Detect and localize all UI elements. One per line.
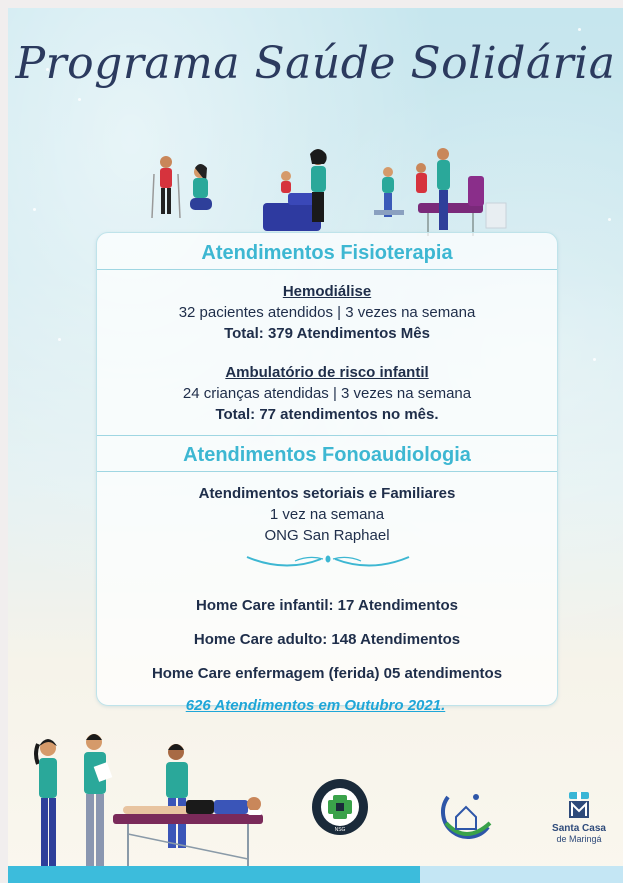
sparkle (58, 338, 61, 341)
home-care-adulto: Home Care adulto: 148 Atendimentos (193, 631, 461, 648)
section-heading-fisioterapia: Atendimentos Fisioterapia (201, 242, 453, 264)
divider (97, 435, 557, 436)
fono-title: Atendimentos setoriais e Familiares (198, 485, 456, 502)
section-heading-fonoaudiologia: Atendimentos Fonoaudiologia (183, 444, 471, 466)
divider (97, 471, 557, 472)
sparkle (578, 28, 581, 31)
santa-casa-emblem-icon (568, 792, 590, 818)
flyer-page (8, 8, 623, 883)
content-card (96, 232, 558, 706)
group-detail-ambulatorio: 24 crianças atendidas | 3 vezes na semana (182, 385, 472, 402)
nsg-institute-logo-icon (311, 778, 369, 836)
fono-location: ONG San Raphael (264, 527, 390, 544)
group-title-hemodialise: Hemodiálise (282, 283, 372, 300)
group-title-ambulatorio: Ambulatório de risco infantil (225, 364, 429, 381)
footer-bar-dark (8, 866, 420, 883)
santa-casa-name: Santa Casa (552, 823, 606, 834)
group-total-ambulatorio: Total: 77 atendimentos no mês. (215, 406, 439, 423)
fono-frequency: 1 vez na semana (269, 506, 385, 523)
home-care-infantil: Home Care infantil: 17 Atendimentos (196, 597, 458, 614)
therapy-team-illustration-icon (28, 734, 268, 874)
sparkle (608, 218, 611, 221)
group-total-hemodialise: Total: 379 Atendimentos Mês (224, 325, 430, 342)
svg-text:NSG: NSG (334, 827, 346, 833)
sparkle (33, 208, 36, 211)
programa-saude-solidaria-logo-icon (436, 783, 496, 845)
santa-casa-logo (544, 792, 614, 844)
physiotherapy-illustration-icon (138, 148, 508, 243)
summary-link[interactable]: 626 Atendimentos em Outubro 2021. (185, 697, 446, 714)
ornament-divider-icon (245, 551, 411, 569)
group-detail-hemodialise: 32 pacientes atendidos | 3 vezes na semana (178, 304, 476, 321)
home-care-enfermagem: Home Care enfermagem (ferida) 05 atendimentos (151, 665, 503, 682)
footer-bar-light (420, 866, 623, 883)
sparkle (78, 98, 81, 101)
sparkle (593, 358, 596, 361)
divider (97, 269, 557, 270)
page-title: Programa Saúde Solidária (15, 38, 616, 89)
santa-casa-city: de Maringá (556, 834, 602, 844)
